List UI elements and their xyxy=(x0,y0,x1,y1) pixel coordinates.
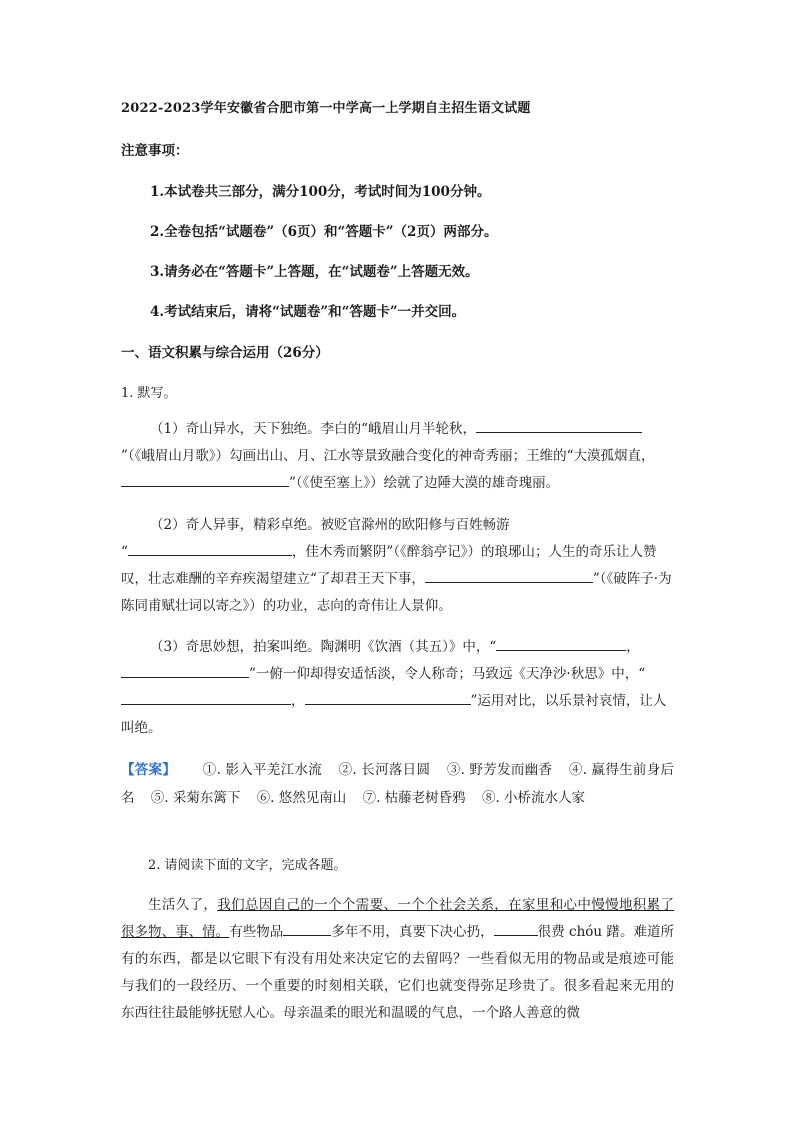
q1-p3-text-e: ”运用对比，以乐景衬哀情，让人叫绝。 xyxy=(121,693,667,736)
q1-p3-text-b: ， xyxy=(626,639,640,655)
answer-blank-2[interactable] xyxy=(121,472,289,487)
answer-item-8: ⑧. 小桥流水人家 xyxy=(481,790,586,806)
q1-p3-text-a: （3）奇思妙想，拍案叫绝。陶渊明《饮酒（其五）》中，“ xyxy=(150,639,497,655)
page-title: 2022-2023学年安徽省合肥市第一中学高一上学期自主招生语文试题 xyxy=(121,101,531,116)
q1-p1-text-b: ”（《峨眉山月歌》）勾画出山、月、江水等景致融合变化的神奇秀丽；王维的“大漠孤烟直， xyxy=(121,448,655,464)
answer-blank-7[interactable] xyxy=(121,690,291,705)
answer-item-7: ⑦. 枯藤老树昏鸦 xyxy=(362,790,466,806)
q1-p2-text-a: （2）奇人异事，精彩卓绝。被贬官滁州的欧阳修与百姓畅游 xyxy=(150,517,510,533)
notice-heading: 注意事项： xyxy=(121,143,189,159)
question-1-label: 1. 默写。 xyxy=(121,386,177,401)
passage-text-a: 生活久了， xyxy=(148,897,218,913)
answer-blank-4[interactable] xyxy=(425,568,593,583)
question-1-part-1 xyxy=(121,416,674,497)
passage-text-c: 多年不用，真要下决心扔， xyxy=(331,924,494,940)
passage-text-b: 有些物品 xyxy=(229,924,284,940)
q1-p2-text-d: ”（《破阵子·为陈同甫赋壮词以寄之》）的功业，志向的奇伟让人景仰。 xyxy=(121,571,672,614)
q1-p3-text-d: ， xyxy=(291,693,305,709)
notice-item-1: 1.本试卷共三部分，满分100分，考试时间为100分钟。 xyxy=(150,184,491,200)
passage-underlined-sentence: 我们总因自己的一个个需要、一个个社会关系，在家里和心中慢慢地积累了很多物、事、情。 xyxy=(121,897,675,940)
answer-blank-6[interactable] xyxy=(121,663,249,678)
q1-p1-text-a: （1）奇山异水，天下独绝。李白的“峨眉山月半轮秋， xyxy=(150,421,476,437)
q1-p2-text-b: “ xyxy=(121,544,128,560)
fill-blank-1[interactable] xyxy=(283,921,331,936)
q1-p2-text-c: ，佳木秀而繁阴”（《醉翁亭记》）的琅琊山；人生的奇乐让人赞叹，壮志难酬的辛弃疾渴望建立“了却君王天下事， xyxy=(121,544,657,587)
question-1-part-2 xyxy=(121,512,674,620)
question-2-label: 2. 请阅读下面的文字，完成各题。 xyxy=(148,858,347,873)
answer-item-5: ⑤. 采菊东篱下 xyxy=(150,790,241,806)
notice-item-3: 3.请务必在“答题卡”上答题，在“试题卷”上答题无效。 xyxy=(150,264,479,280)
answer-item-1: ①. 影入平羌江水流 xyxy=(202,762,323,778)
q1-p1-text-c: ”（《使至塞上》）绘就了边陲大漠的雄奇瑰丽。 xyxy=(289,475,560,491)
fill-blank-2[interactable] xyxy=(494,921,538,936)
answer-item-2: ②. 长河落日圆 xyxy=(338,762,431,778)
answer-item-4: ④. 赢得生前身后名 xyxy=(121,762,675,806)
answer-label: 【答案】 xyxy=(121,762,177,778)
q1-p3-text-c: ”一俯一仰却得安适恬淡，令人称奇；马致远《天净沙·秋思》中，“ xyxy=(249,666,646,682)
notice-item-2: 2.全卷包括“试题卷”（6页）和“答题卡”（2页）两部分。 xyxy=(150,224,498,240)
question-2-passage xyxy=(121,892,674,1027)
question-1-part-3 xyxy=(121,634,674,742)
answer-blank-1[interactable] xyxy=(476,418,642,433)
answer-blank-3[interactable] xyxy=(128,541,292,556)
answer-block xyxy=(121,756,674,812)
section-heading: 一、语文积累与综合运用（26分） xyxy=(121,345,329,361)
answer-blank-5[interactable] xyxy=(496,636,626,651)
answer-item-6: ⑥. 悠然见南山 xyxy=(256,790,347,806)
passage-text-d: 很费 chóu 躇。难道所有的东西，都是以它眼下有没有用处来决定它的去留吗？一些看似无用的物品或是痕迹可能与我们的一段经历、一个重要的时刻相关联，它们也就变得弥足珍贵了。很多看起来无用的东西往往最能够抚慰人心。母亲温柔的眼光和温暖的气息，一个路人善意的微 xyxy=(121,924,675,1021)
answer-item-3: ③. 野芳发而幽香 xyxy=(446,762,553,778)
answer-blank-8[interactable] xyxy=(305,690,471,705)
notice-item-4: 4.考试结束后，请将“试题卷”和“答题卡”一并交回。 xyxy=(150,304,466,320)
